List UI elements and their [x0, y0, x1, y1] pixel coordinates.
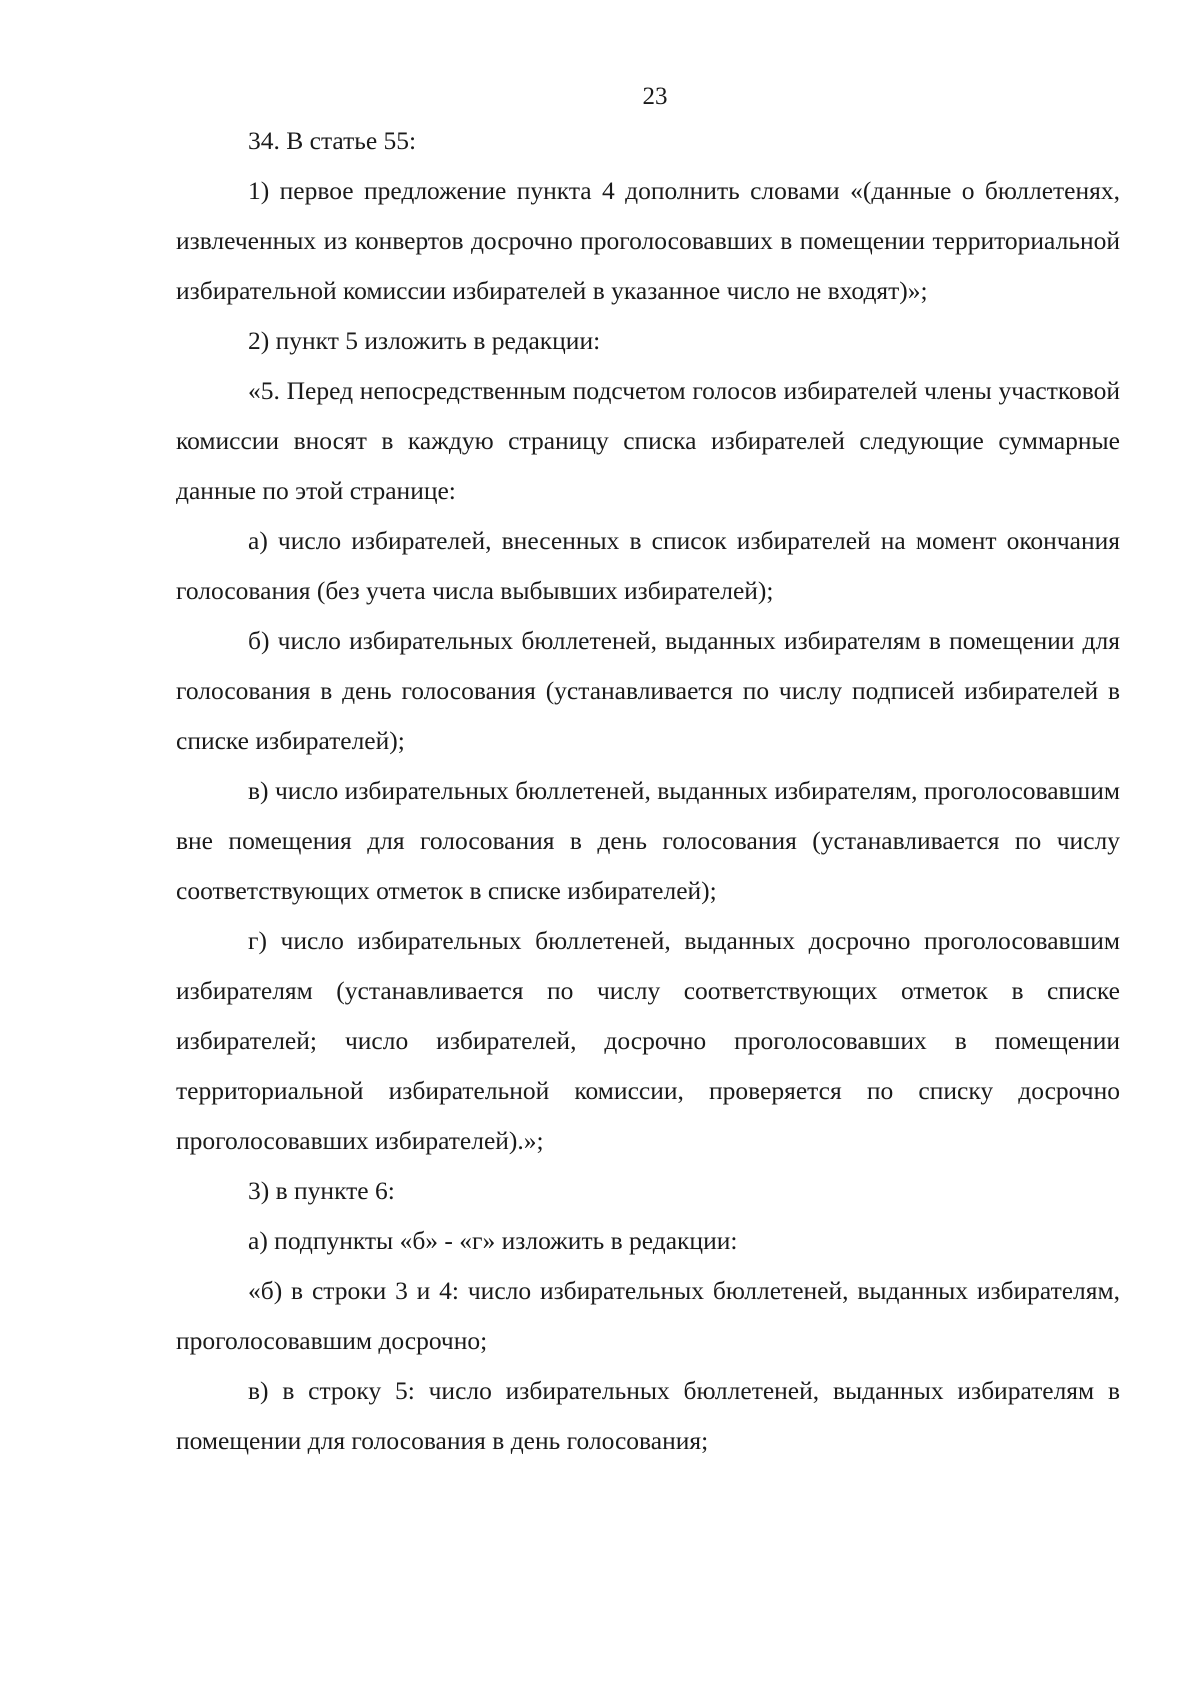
paragraph-new-subpoint-b: «б) в строки 3 и 4: число избирательных бюллетеней, выданных избирателям, проголосовавшим досрочно; — [176, 1276, 1120, 1355]
paragraph-new-subpoint-v: в) в строку 5: число избирательных бюллетеней, выданных избирателям в помещении для голосования в день голосования; — [176, 1376, 1120, 1455]
paragraph-subpoint-a: а) число избирателей, внесенных в список избирателей на момент окончания голосования (без учета числа выбывших избирателей); — [176, 526, 1120, 605]
paragraph-item-1: 1) первое предложение пункта 4 дополнить словами «(данные о бюллетенях, извлеченных из конвертов досрочно проголосовавших в помещении территориальной избирательной комиссии избирателей в указанное число не входят)»; — [176, 176, 1120, 305]
paragraph-article-heading: 34. В статье 55: — [248, 126, 417, 155]
paragraph-item-3: 3) в пункте 6: — [248, 1176, 395, 1205]
paragraph-point-5: «5. Перед непосредственным подсчетом голосов избирателей члены участковой комиссии вносят в каждую страницу списка избирателей следующие суммарные данные по этой странице: — [176, 376, 1120, 505]
page-number: 23 — [642, 83, 668, 110]
paragraph-subpoint-g: г) число избирательных бюллетеней, выданных досрочно проголосовавшим избирателям (устанавливается по числу соответствующих отметок в списке избирателей; число избирателей, досрочно проголосовавших в помещении территориальной избирательной комиссии, проверяется по списку досрочно проголосовавших избирателей).»; — [176, 926, 1120, 1155]
paragraph-subitem-a: а) подпункты «б» - «г» изложить в редакции: — [248, 1226, 738, 1255]
document-body — [176, 116, 1120, 1466]
paragraph-item-2: 2) пункт 5 изложить в редакции: — [248, 326, 601, 355]
paragraph-subpoint-v: в) число избирательных бюллетеней, выданных избирателям, проголосовавшим вне помещения для голосования в день голосования (устанавливается по числу соответствующих отметок в списке избирателей); — [176, 776, 1120, 905]
paragraph-subpoint-b: б) число избирательных бюллетеней, выданных избирателям в помещении для голосования в день голосования (устанавливается по числу подписей избирателей в списке избирателей); — [176, 626, 1120, 755]
